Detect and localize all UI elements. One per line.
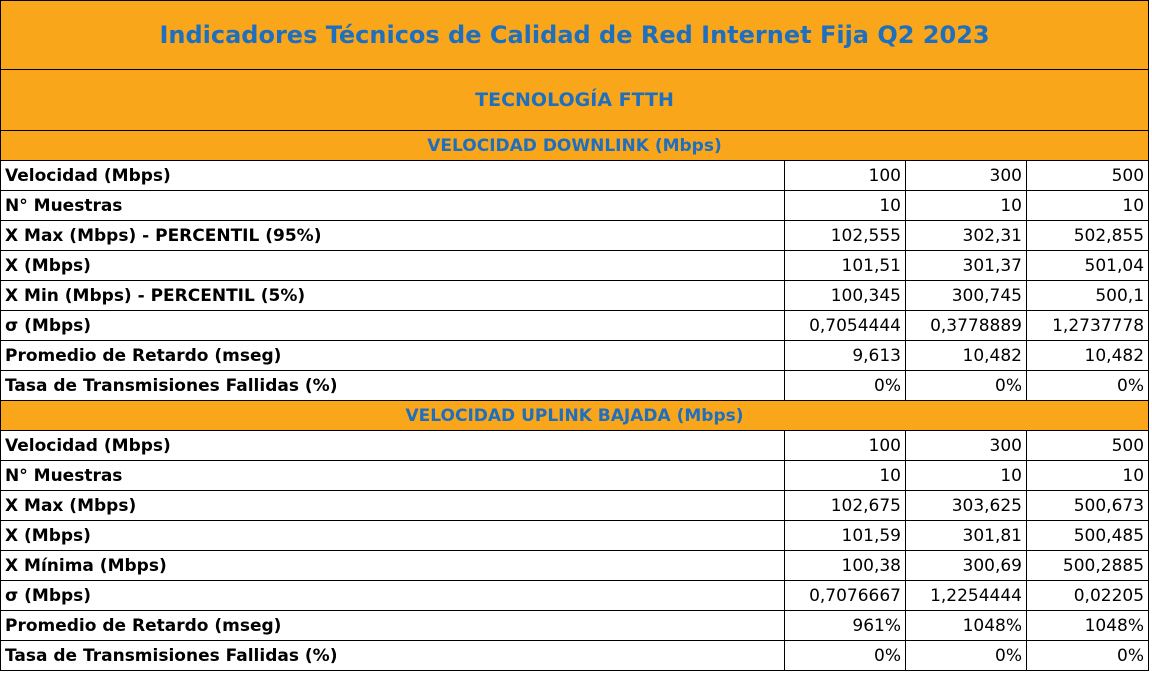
page-title[interactable]: Indicadores Técnicos de Calidad de Red Internet Fija Q2 2023 (1, 1, 1149, 70)
row-label-cell[interactable]: X Min (Mbps) - PERCENTIL (5%) (1, 281, 785, 311)
table-row (1, 341, 1149, 371)
row-label-cell[interactable]: N° Muestras (1, 461, 785, 491)
row-label-cell[interactable]: Tasa de Transmisiones Fallidas (%) (1, 641, 785, 671)
value-cell[interactable]: 0% (785, 371, 906, 401)
value-cell[interactable]: 300,745 (906, 281, 1027, 311)
value-cell[interactable]: 10 (1027, 191, 1149, 221)
value-cell[interactable]: 0% (906, 641, 1027, 671)
table-row (1, 311, 1149, 341)
value-cell[interactable]: 102,675 (785, 491, 906, 521)
row-label-cell[interactable]: X Max (Mbps) - PERCENTIL (95%) (1, 221, 785, 251)
row-label-cell[interactable]: Velocidad (Mbps) (1, 431, 785, 461)
value-cell[interactable]: 10 (906, 191, 1027, 221)
table-row (1, 551, 1149, 581)
value-cell[interactable]: 100,38 (785, 551, 906, 581)
value-cell[interactable]: 1,2254444 (906, 581, 1027, 611)
value-cell[interactable]: 500,2885 (1027, 551, 1149, 581)
value-cell[interactable]: 501,04 (1027, 251, 1149, 281)
value-cell[interactable]: 300 (906, 431, 1027, 461)
value-cell[interactable]: 0,3778889 (906, 311, 1027, 341)
section-header-row (1, 401, 1149, 431)
row-label-cell[interactable]: X Mínima (Mbps) (1, 551, 785, 581)
table-row (1, 641, 1149, 671)
table-row (1, 431, 1149, 461)
table-row (1, 191, 1149, 221)
section-heading[interactable]: VELOCIDAD DOWNLINK (Mbps) (1, 131, 1149, 161)
value-cell[interactable]: 500,673 (1027, 491, 1149, 521)
value-cell[interactable]: 0% (785, 641, 906, 671)
value-cell[interactable]: 10,482 (906, 341, 1027, 371)
value-cell[interactable]: 301,37 (906, 251, 1027, 281)
value-cell[interactable]: 0,7076667 (785, 581, 906, 611)
value-cell[interactable]: 101,51 (785, 251, 906, 281)
value-cell[interactable]: 500,1 (1027, 281, 1149, 311)
value-cell[interactable]: 1048% (906, 611, 1027, 641)
value-cell[interactable]: 101,59 (785, 521, 906, 551)
section-heading[interactable]: VELOCIDAD UPLINK BAJADA (Mbps) (1, 401, 1149, 431)
table-row (1, 521, 1149, 551)
technology-header[interactable]: TECNOLOGÍA FTTH (1, 70, 1149, 131)
value-cell[interactable]: 100 (785, 431, 906, 461)
value-cell[interactable]: 300 (906, 161, 1027, 191)
table-row (1, 221, 1149, 251)
value-cell[interactable]: 1048% (1027, 611, 1149, 641)
table-row (1, 161, 1149, 191)
value-cell[interactable]: 10 (785, 461, 906, 491)
value-cell[interactable]: 102,555 (785, 221, 906, 251)
table-row (1, 251, 1149, 281)
row-label-cell[interactable]: X (Mbps) (1, 521, 785, 551)
section-header-row (1, 131, 1149, 161)
value-cell[interactable]: 500 (1027, 431, 1149, 461)
table-row (1, 461, 1149, 491)
value-cell[interactable]: 10 (906, 461, 1027, 491)
table-row (1, 611, 1149, 641)
table-row (1, 491, 1149, 521)
technology-row (1, 70, 1149, 131)
table-row (1, 371, 1149, 401)
row-label-cell[interactable]: Velocidad (Mbps) (1, 161, 785, 191)
value-cell[interactable]: 0% (1027, 641, 1149, 671)
value-cell[interactable]: 301,81 (906, 521, 1027, 551)
title-row (1, 1, 1149, 70)
value-cell[interactable]: 502,855 (1027, 221, 1149, 251)
value-cell[interactable]: 0% (906, 371, 1027, 401)
value-cell[interactable]: 10 (785, 191, 906, 221)
value-cell[interactable]: 0,7054444 (785, 311, 906, 341)
row-label-cell[interactable]: Promedio de Retardo (mseg) (1, 341, 785, 371)
value-cell[interactable]: 961% (785, 611, 906, 641)
value-cell[interactable]: 100 (785, 161, 906, 191)
value-cell[interactable]: 10,482 (1027, 341, 1149, 371)
value-cell[interactable]: 9,613 (785, 341, 906, 371)
table-row (1, 581, 1149, 611)
row-label-cell[interactable]: σ (Mbps) (1, 581, 785, 611)
value-cell[interactable]: 0% (1027, 371, 1149, 401)
value-cell[interactable]: 10 (1027, 461, 1149, 491)
table-row (1, 281, 1149, 311)
value-cell[interactable]: 500 (1027, 161, 1149, 191)
row-label-cell[interactable]: Tasa de Transmisiones Fallidas (%) (1, 371, 785, 401)
value-cell[interactable]: 0,02205 (1027, 581, 1149, 611)
value-cell[interactable]: 300,69 (906, 551, 1027, 581)
row-label-cell[interactable]: σ (Mbps) (1, 311, 785, 341)
value-cell[interactable]: 302,31 (906, 221, 1027, 251)
row-label-cell[interactable]: Promedio de Retardo (mseg) (1, 611, 785, 641)
row-label-cell[interactable]: X Max (Mbps) (1, 491, 785, 521)
value-cell[interactable]: 500,485 (1027, 521, 1149, 551)
value-cell[interactable]: 1,2737778 (1027, 311, 1149, 341)
row-label-cell[interactable]: N° Muestras (1, 191, 785, 221)
value-cell[interactable]: 100,345 (785, 281, 906, 311)
row-label-cell[interactable]: X (Mbps) (1, 251, 785, 281)
value-cell[interactable]: 303,625 (906, 491, 1027, 521)
